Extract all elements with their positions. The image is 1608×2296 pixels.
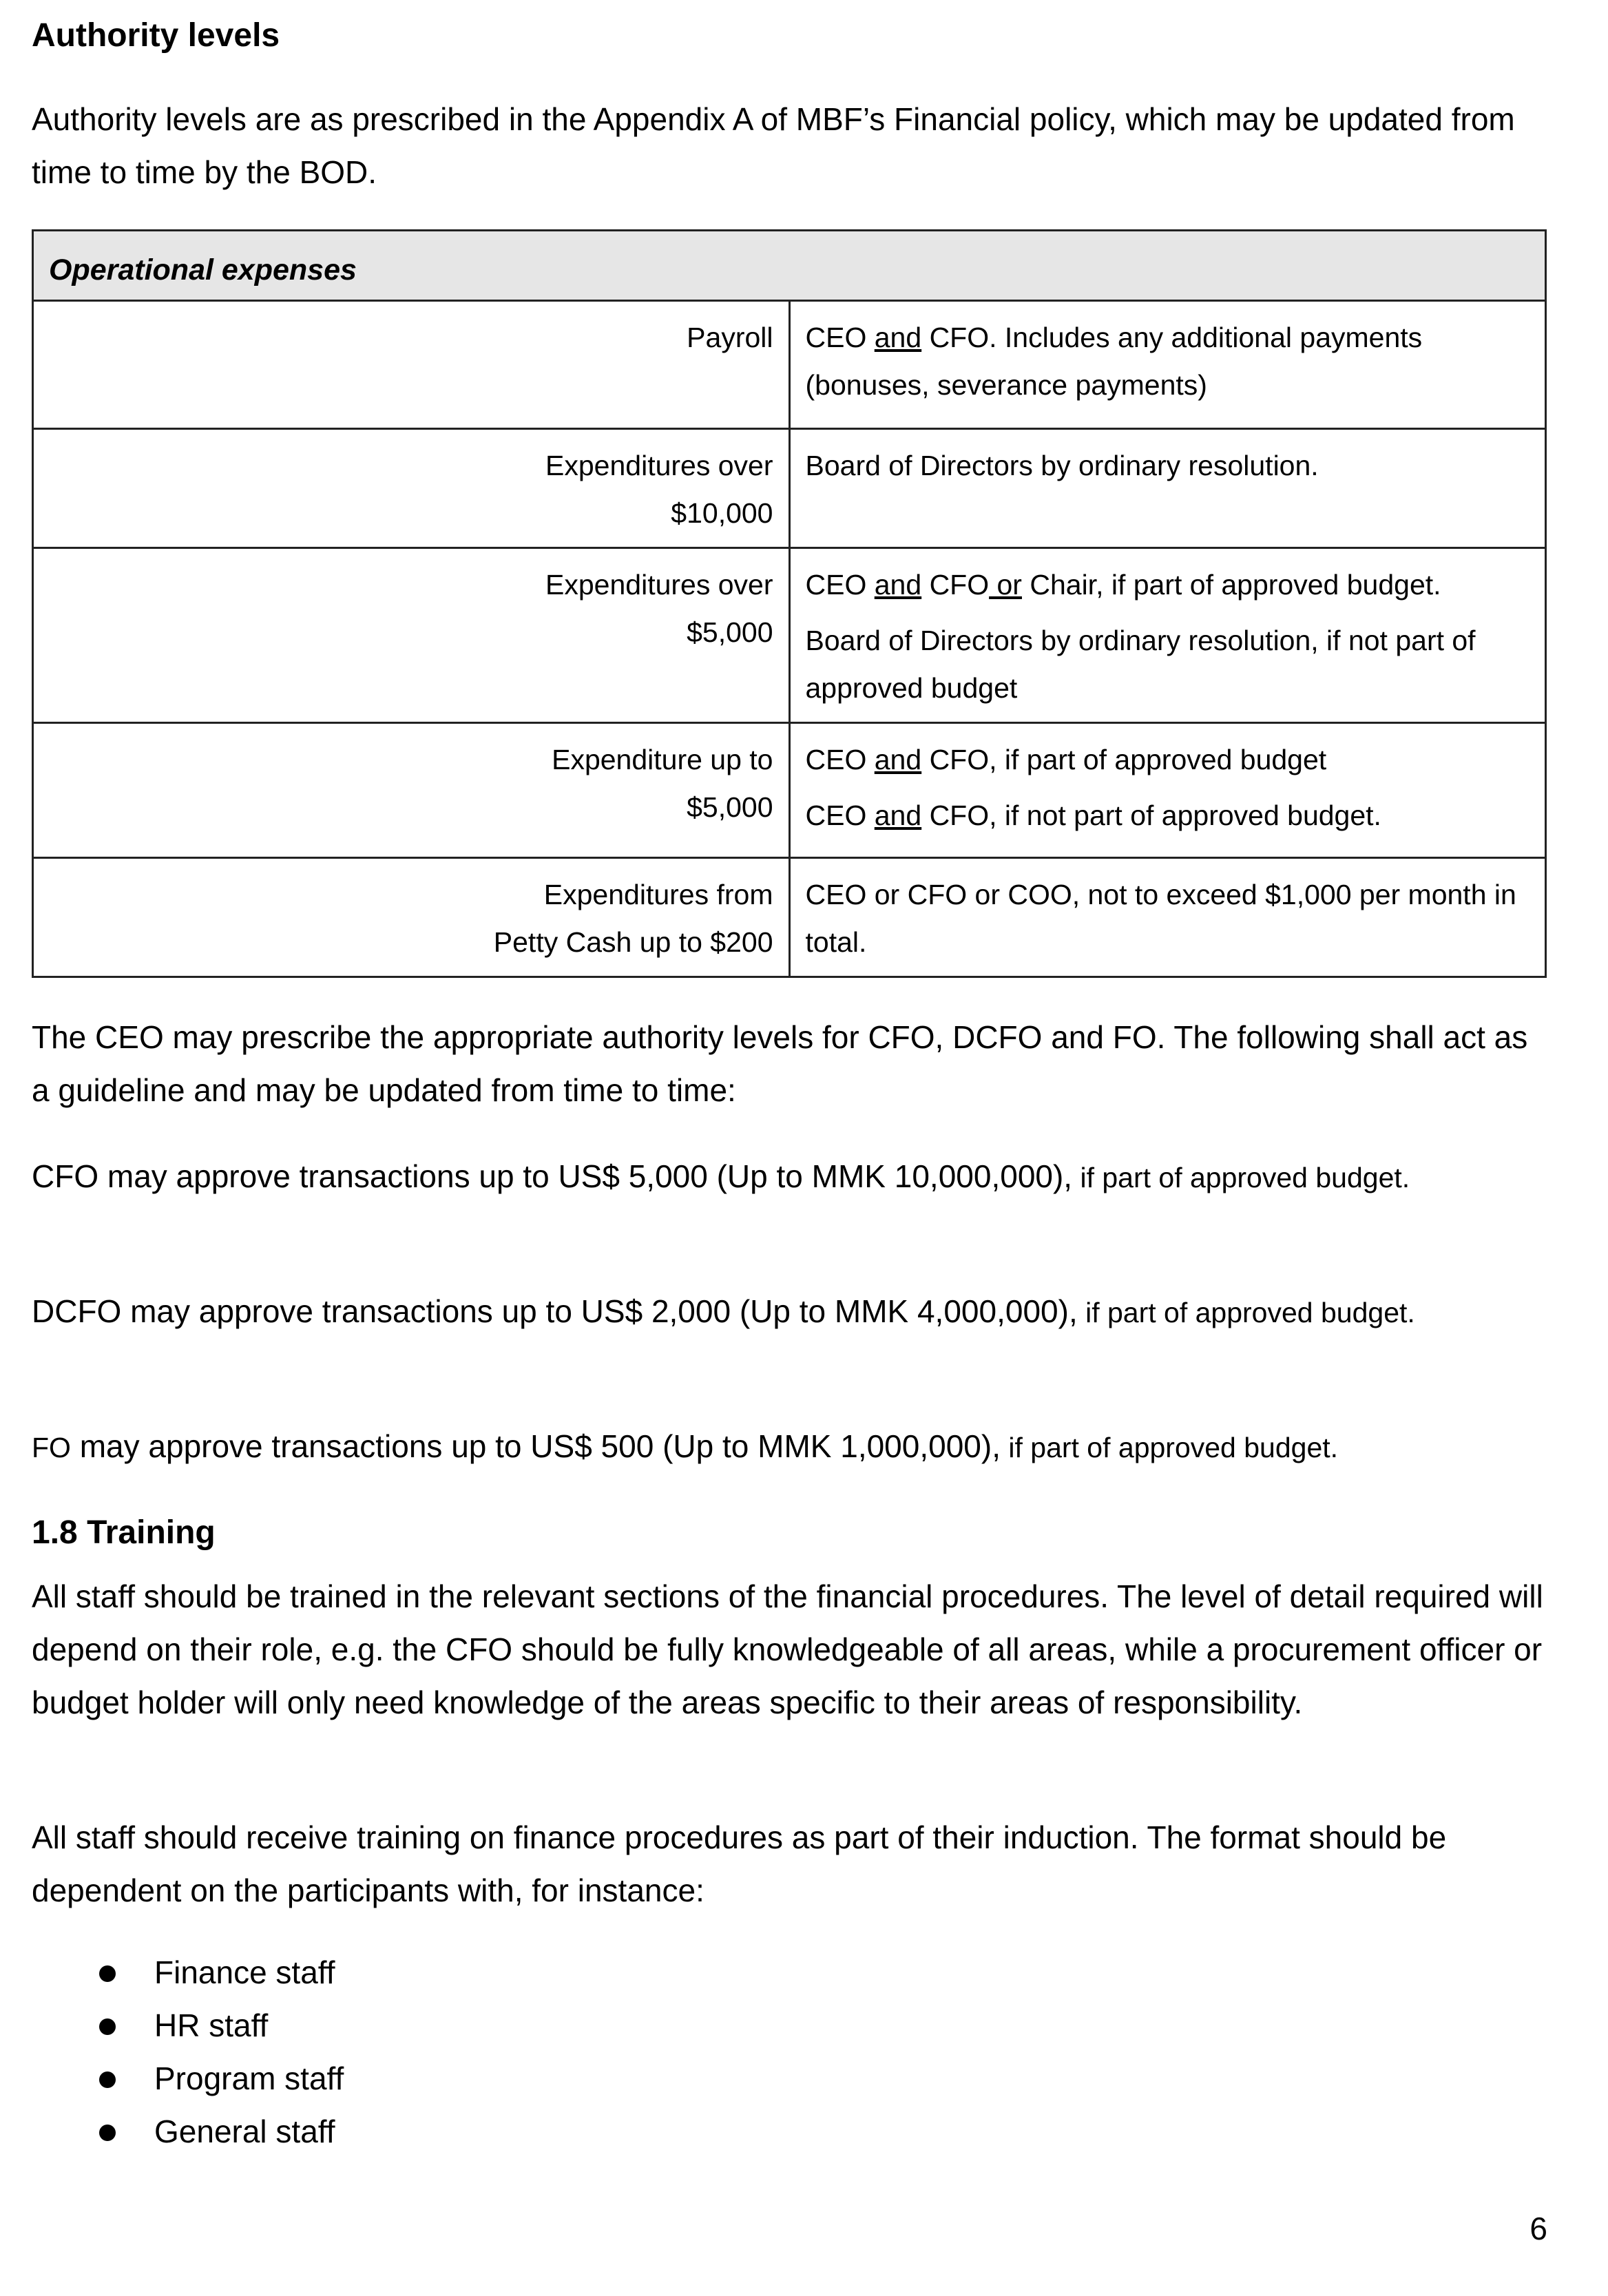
row-label-petty-cash: Expenditures from Petty Cash up to $200 — [33, 858, 790, 977]
bullet-icon — [99, 2071, 116, 2088]
row-authority: Board of Directors by ordinary resolution. — [789, 429, 1546, 548]
fo-approval: FO may approve transactions up to US$ 500 (Up to MMK 1,000,000), if part of approved budget. — [32, 1428, 1339, 1464]
table-row — [33, 301, 1546, 429]
row-authority: CEO or CFO or COO, not to exceed $1,000 per month in total. — [789, 858, 1546, 977]
row-label-over-10000: Expenditures over $10,000 — [33, 429, 790, 548]
row-authority: CEO and CFO, if part of approved budget CEO and CFO, if not part of approved budget. — [789, 723, 1546, 858]
staff-bullet-list — [32, 1946, 344, 2158]
row-authority: CEO and CFO. Includes any additional payments (bonuses, severance payments) — [789, 301, 1546, 429]
row-label-payroll: Payroll — [33, 301, 790, 429]
table-row — [33, 723, 1546, 858]
guideline-paragraph: The CEO may prescribe the appropriate authority levels for CFO, DCFO and FO. The following shall act as a guideline and may be updated from time to time: — [32, 1019, 1528, 1108]
intro-paragraph: Authority levels are as prescribed in the Appendix A of MBF’s Financial policy, which may be updated from time to time by the BOD. — [32, 101, 1515, 190]
table-row — [33, 858, 1546, 977]
table-header-operational-expenses: Operational expenses — [33, 231, 1546, 301]
page-number: 6 — [1529, 2211, 1547, 2246]
row-authority: CEO and CFO or Chair, if part of approved budget. Board of Directors by ordinary resolution, if not part of approved budget — [789, 548, 1546, 723]
table-row — [33, 429, 1546, 548]
cfo-approval: CFO may approve transactions up to US$ 5,000 (Up to MMK 10,000,000), if part of approved budget. — [32, 1158, 1410, 1194]
training-heading: 1.8 Training — [32, 1514, 216, 1551]
table-row — [33, 548, 1546, 723]
list-item: Program staff — [32, 2052, 344, 2105]
bullet-icon — [99, 2018, 116, 2035]
bullet-icon — [99, 2125, 116, 2141]
row-label-up-to-5000: Expenditure up to $5,000 — [33, 723, 790, 858]
training-paragraph-1: All staff should be trained in the relevant sections of the financial procedures. The level of detail required will depend on their role, e.g. the CFO should be fully knowledgeable of all areas, while a procurement officer or budget holder will only need knowledge of the areas specific to their areas of responsibility. — [32, 1578, 1543, 1720]
bullet-icon — [99, 1965, 116, 1982]
dcfo-approval: DCFO may approve transactions up to US$ 2,000 (Up to MMK 4,000,000), if part of approved budget. — [32, 1293, 1415, 1329]
row-label-over-5000: Expenditures over $5,000 — [33, 548, 790, 723]
training-paragraph-2: All staff should receive training on finance procedures as part of their induction. The format should be dependent on the participants with, for instance: — [32, 1819, 1447, 1908]
authority-levels-heading: Authority levels — [32, 17, 280, 54]
list-item: HR staff — [32, 1999, 344, 2052]
authority-table — [32, 229, 1547, 978]
list-item: Finance staff — [32, 1946, 344, 1999]
list-item: General staff — [32, 2105, 344, 2158]
